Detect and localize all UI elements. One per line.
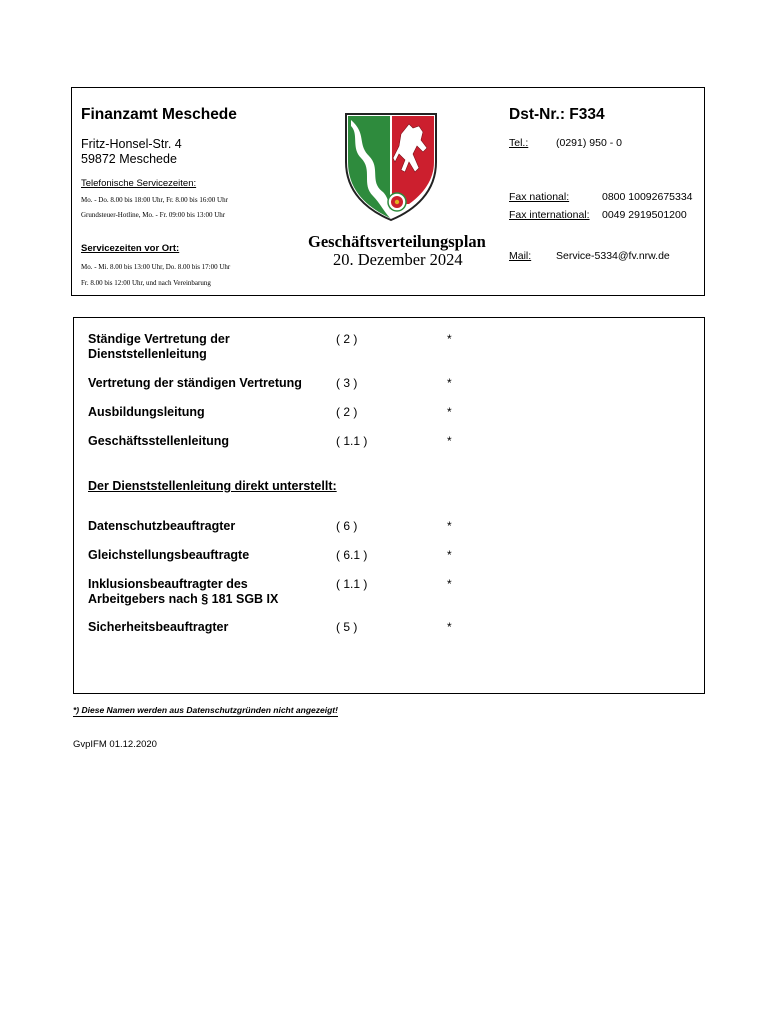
- row-name-datenschutz: *: [447, 519, 452, 533]
- dst-nr: Dst-Nr.: F334: [509, 106, 605, 123]
- service-phone-line1: Mo. - Do. 8.00 bis 18:00 Uhr, Fr. 8.00 bis 16:00 Uhr: [81, 196, 228, 204]
- subheading-direkt-unterstellt: Der Dienststellenleitung direkt unterstellt:: [88, 479, 337, 493]
- fax-international-value: 0049 2919501200: [602, 209, 687, 221]
- row-name-vertretung: *: [447, 376, 452, 390]
- privacy-note: [73, 705, 338, 717]
- service-phone-heading: Telefonische Servicezeiten:: [81, 178, 197, 189]
- onsite-line2: Fr. 8.00 bis 12:00 Uhr, und nach Vereinbarung: [81, 279, 211, 287]
- row-label-standige-vertretung: Ständige Vertretung der Dienststellenleitung: [88, 332, 230, 361]
- mail-value: Service-5334@fv.nrw.de: [556, 250, 670, 262]
- version-stamp: GvpIFM 01.12.2020: [73, 739, 157, 750]
- row-label-ausbildungsleitung: Ausbildungsleitung: [88, 405, 205, 419]
- row-code-geschaeftsstellenleitung: ( 1.1 ): [336, 434, 368, 448]
- onsite-line1: Mo. - Mi. 8.00 bis 13:00 Uhr, Do. 8.00 bis 17:00 Uhr: [81, 263, 231, 271]
- plan-date: 20. Dezember 2024: [333, 250, 463, 269]
- row-name-sicherheit: *: [447, 620, 452, 634]
- row-code-inklusion: ( 1.1 ): [336, 577, 368, 591]
- row-code-standige-vertretung: ( 2 ): [336, 332, 358, 346]
- plan-title: Geschäftsverteilungsplan: [308, 232, 486, 251]
- office-name: Finanzamt Meschede: [81, 106, 237, 123]
- address-city: 59872 Meschede: [81, 152, 177, 166]
- row-label-datenschutz: Datenschutzbeauftragter: [88, 519, 236, 533]
- row-code-ausbildungsleitung: ( 2 ): [336, 405, 358, 419]
- service-phone-line2: Grundsteuer-Hotline, Mo. - Fr. 09:00 bis 13:00 Uhr: [81, 211, 226, 219]
- main-box: [73, 317, 705, 694]
- privacy-note-text: *) Diese Namen werden aus Datenschutzgründen nicht angezeigt!: [73, 705, 338, 715]
- onsite-heading: Servicezeiten vor Ort:: [81, 243, 180, 254]
- tel-value: (0291) 950 - 0: [556, 137, 622, 149]
- row-name-gleichstellung: *: [447, 548, 452, 562]
- row-name-standige-vertretung: *: [447, 332, 452, 346]
- fax-international-label: Fax international:: [509, 209, 590, 221]
- row-label-inklusion: Inklusionsbeauftragter des Arbeitgebers nach § 181 SGB IX: [88, 577, 279, 606]
- row-code-datenschutz: ( 6 ): [336, 519, 358, 533]
- tel-label: Tel.:: [509, 137, 529, 149]
- row-name-geschaeftsstellenleitung: *: [447, 434, 452, 448]
- row-label-gleichstellung: Gleichstellungsbeauftragte: [88, 548, 250, 562]
- fax-national-label: Fax national:: [509, 191, 570, 203]
- fax-national-value: 0800 10092675334: [602, 191, 693, 203]
- row-code-vertretung: ( 3 ): [336, 376, 358, 390]
- nrw-coat-of-arms-icon: [343, 110, 439, 222]
- row-code-sicherheit: ( 5 ): [336, 620, 358, 634]
- row-label-vertretung: Vertretung der ständigen Vertretung: [88, 376, 302, 390]
- row-name-ausbildungsleitung: *: [447, 405, 452, 419]
- row-label-sicherheit: Sicherheitsbeauftragter: [88, 620, 229, 634]
- row-label-geschaeftsstellenleitung: Geschäftsstellenleitung: [88, 434, 230, 448]
- address-street: Fritz-Honsel-Str. 4: [81, 137, 182, 151]
- row-code-gleichstellung: ( 6.1 ): [336, 548, 368, 562]
- row-name-inklusion: *: [447, 577, 452, 591]
- mail-label: Mail:: [509, 250, 532, 262]
